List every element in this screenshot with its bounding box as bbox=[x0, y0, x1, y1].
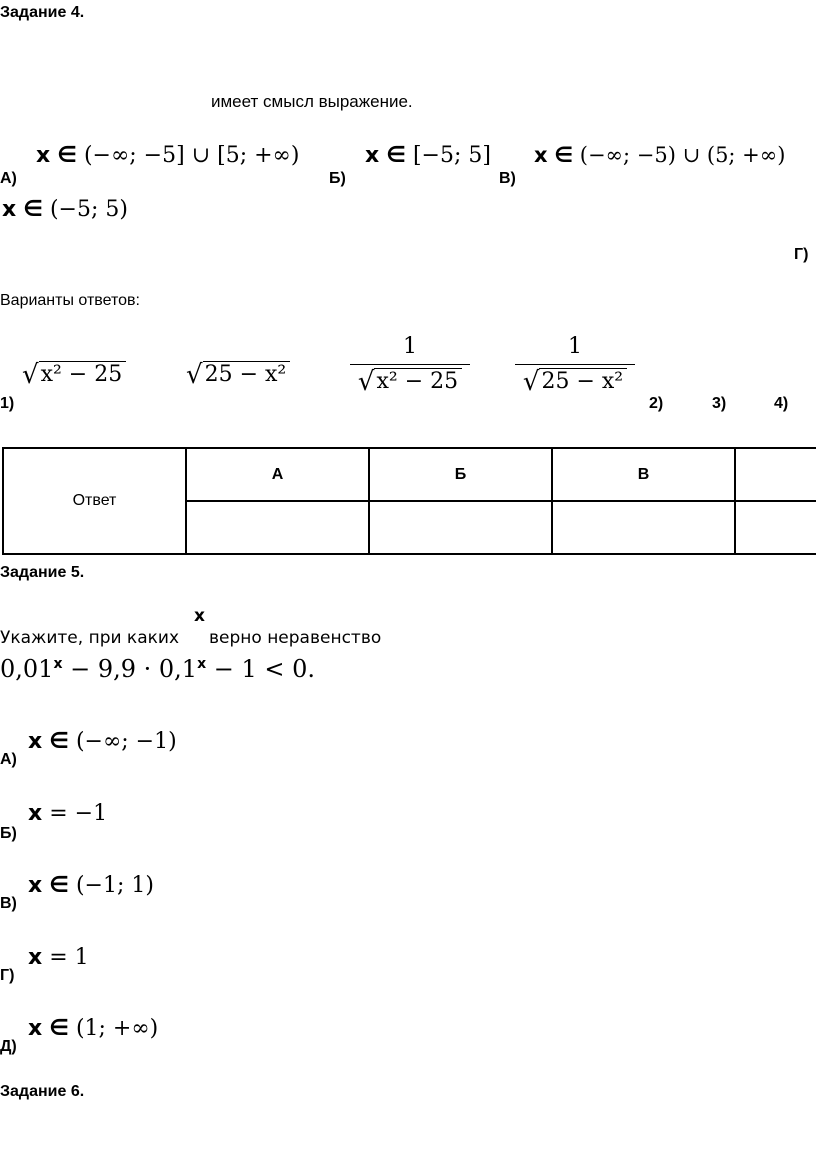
task5-option-c-expr: x ∈ (−1; 1) bbox=[28, 873, 154, 898]
task4-option-c-expr: x ∈ (−∞; −5) ∪ (5; +∞) bbox=[534, 143, 786, 167]
answer-1-formula: √x² − 25 bbox=[22, 360, 126, 390]
task5-title: Задание 5. bbox=[0, 564, 85, 581]
task4-option-b-label: Б) bbox=[329, 170, 346, 187]
answer-2-formula: √25 − x² bbox=[186, 360, 290, 390]
answer-3-formula: 1 √x² − 25 bbox=[350, 334, 470, 397]
task4-option-a-label: А) bbox=[0, 170, 17, 187]
answer-table-col-d bbox=[735, 448, 816, 501]
task5-option-e-label: Д) bbox=[0, 1038, 17, 1055]
answer-4-formula: 1 √25 − x² bbox=[515, 334, 635, 397]
answer-cell-a[interactable] bbox=[186, 501, 369, 554]
task5-prompt-var: x bbox=[194, 606, 205, 626]
task5-option-c-label: В) bbox=[0, 895, 17, 912]
task4-prompt: имеет смысл выражение. bbox=[211, 92, 413, 111]
answer-4-radicand: 25 − x² bbox=[539, 368, 627, 394]
answer-table-col-c: В bbox=[552, 448, 735, 501]
task4-title: Задание 4. bbox=[0, 4, 85, 21]
answers-heading: Варианты ответов: bbox=[0, 292, 140, 309]
task5-option-e-expr: x ∈ (1; +∞) bbox=[28, 1016, 159, 1041]
answer-2-label: 2) bbox=[649, 395, 664, 412]
task4-option-b-expr: x ∈ [−5; 5] bbox=[365, 143, 491, 168]
task5-option-d-label: Г) bbox=[0, 967, 15, 984]
answer-4-numerator: 1 bbox=[568, 334, 582, 359]
answer-cell-c[interactable] bbox=[552, 501, 735, 554]
answer-table bbox=[2, 447, 816, 555]
answer-1-label: 1) bbox=[0, 395, 15, 412]
answer-1-radicand: x² − 25 bbox=[39, 361, 127, 387]
task5-option-d-expr: x = 1 bbox=[28, 945, 89, 970]
task4-option-c-label: В) bbox=[499, 170, 516, 187]
answer-3-radicand: x² − 25 bbox=[374, 368, 462, 394]
task5-prompt: Укажите, при каких верно неравенство bbox=[0, 628, 382, 648]
answer-3-label: 3) bbox=[712, 395, 727, 412]
answer-cell-b[interactable] bbox=[369, 501, 552, 554]
answer-cell-d[interactable] bbox=[735, 501, 816, 554]
task5-option-a-label: А) bbox=[0, 751, 17, 768]
answer-4-label: 4) bbox=[774, 395, 789, 412]
task4-option-d-expr: x ∈ (−5; 5) bbox=[2, 197, 128, 222]
task6-title: Задание 6. bbox=[0, 1083, 85, 1100]
task5-option-b-label: Б) bbox=[0, 825, 17, 842]
task4-option-a-expr: x ∈ (−∞; −5] ∪ [5; +∞) bbox=[36, 143, 300, 168]
answer-table-col-b: Б bbox=[369, 448, 552, 501]
task4-option-d-label: Г) bbox=[794, 246, 809, 263]
task5-option-a-expr: x ∈ (−∞; −1) bbox=[28, 729, 177, 754]
answer-3-numerator: 1 bbox=[403, 334, 417, 359]
answer-table-col-a: А bbox=[186, 448, 369, 501]
task5-inequality: $0,01^x - 9,9 \cdot 0,1^x - 1 < 0$. bbox=[0, 655, 315, 683]
answer-2-radicand: 25 − x² bbox=[203, 361, 291, 387]
task5-option-b-expr: x = −1 bbox=[28, 801, 108, 826]
answer-table-row-header: Ответ bbox=[3, 448, 186, 554]
